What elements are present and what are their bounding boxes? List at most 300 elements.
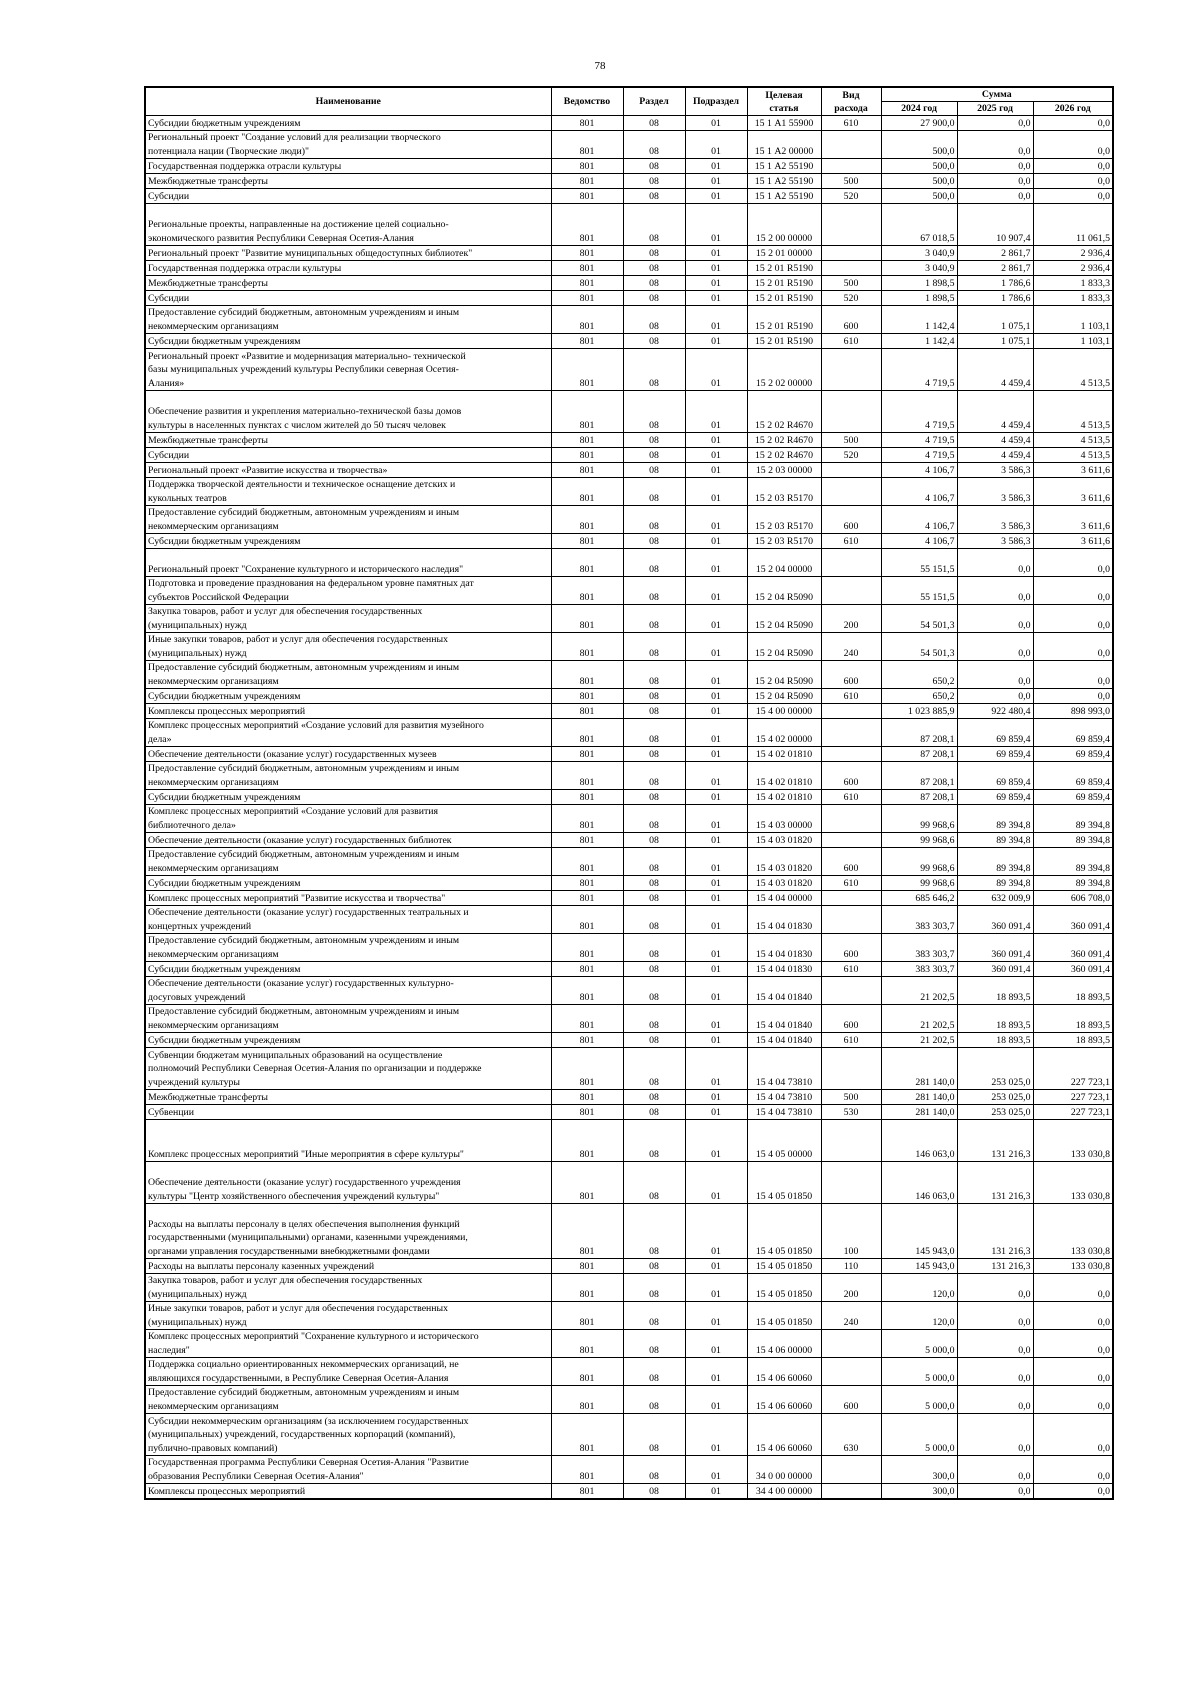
header-target: Целевая статья bbox=[747, 87, 821, 116]
row-vedomstvo: 801 bbox=[551, 704, 623, 719]
row-name: Предоставление субсидий бюджетным, автономным учреждениям и иным некоммерческим организациям bbox=[145, 506, 551, 534]
row-vedomstvo: 801 bbox=[551, 534, 623, 549]
row-razdel: 08 bbox=[623, 174, 685, 189]
row-razdel: 08 bbox=[623, 661, 685, 689]
row-target: 15 2 00 00000 bbox=[747, 204, 821, 246]
row-target: 15 4 06 60060 bbox=[747, 1386, 821, 1414]
row-vid bbox=[821, 833, 881, 848]
row-name: Поддержка социально ориентированных некоммерческих организаций, не являющихся государственными, в Республике Северная Осетия-Алания bbox=[145, 1358, 551, 1386]
row-sum-2024: 54 501,3 bbox=[881, 633, 957, 661]
row-razdel: 08 bbox=[623, 478, 685, 506]
row-target: 15 4 02 00000 bbox=[747, 719, 821, 747]
row-sum-2024: 4 719,5 bbox=[881, 433, 957, 448]
row-sum-2025: 360 091,4 bbox=[957, 906, 1033, 934]
table-row bbox=[145, 891, 1113, 906]
row-target: 15 4 04 01840 bbox=[747, 1005, 821, 1033]
row-sum-2026: 3 611,6 bbox=[1033, 463, 1113, 478]
row-name: Поддержка творческой деятельности и техническое оснащение детских и кукольных театров bbox=[145, 478, 551, 506]
row-sum-2024: 99 968,6 bbox=[881, 876, 957, 891]
row-vedomstvo: 801 bbox=[551, 1090, 623, 1105]
row-target: 15 4 03 00000 bbox=[747, 805, 821, 833]
table-row bbox=[145, 1330, 1113, 1358]
row-vedomstvo: 801 bbox=[551, 246, 623, 261]
row-name: Субсидии bbox=[145, 291, 551, 306]
row-podrazdel: 01 bbox=[685, 1033, 747, 1048]
row-vid bbox=[821, 204, 881, 246]
row-name: Комплекс процессных мероприятий «Создание условий для развития библиотечного дела» bbox=[145, 805, 551, 833]
row-sum-2025: 69 859,4 bbox=[957, 790, 1033, 805]
row-vedomstvo: 801 bbox=[551, 349, 623, 391]
row-razdel: 08 bbox=[623, 719, 685, 747]
row-target: 34 4 00 00000 bbox=[747, 1484, 821, 1500]
row-sum-2024: 5 000,0 bbox=[881, 1330, 957, 1358]
row-sum-2026: 4 513,5 bbox=[1033, 433, 1113, 448]
table-row bbox=[145, 633, 1113, 661]
row-razdel: 08 bbox=[623, 306, 685, 334]
row-razdel: 08 bbox=[623, 633, 685, 661]
row-podrazdel: 01 bbox=[685, 1386, 747, 1414]
row-sum-2026: 0,0 bbox=[1033, 1302, 1113, 1330]
row-vedomstvo: 801 bbox=[551, 719, 623, 747]
row-name: Субсидии bbox=[145, 189, 551, 204]
row-sum-2024: 1 023 885,9 bbox=[881, 704, 957, 719]
row-sum-2024: 55 151,5 bbox=[881, 549, 957, 577]
row-sum-2025: 2 861,7 bbox=[957, 261, 1033, 276]
table-row bbox=[145, 605, 1113, 633]
row-podrazdel: 01 bbox=[685, 506, 747, 534]
row-razdel: 08 bbox=[623, 1162, 685, 1204]
row-vid bbox=[821, 1162, 881, 1204]
row-vid bbox=[821, 891, 881, 906]
row-sum-2025: 89 394,8 bbox=[957, 848, 1033, 876]
row-vid: 610 bbox=[821, 962, 881, 977]
row-vid bbox=[821, 747, 881, 762]
row-sum-2024: 4 106,7 bbox=[881, 463, 957, 478]
table-row bbox=[145, 1302, 1113, 1330]
row-vedomstvo: 801 bbox=[551, 977, 623, 1005]
row-vid bbox=[821, 131, 881, 159]
table-row bbox=[145, 1048, 1113, 1090]
row-vid: 610 bbox=[821, 876, 881, 891]
row-podrazdel: 01 bbox=[685, 159, 747, 174]
table-row bbox=[145, 805, 1113, 833]
row-sum-2026: 133 030,8 bbox=[1033, 1120, 1113, 1162]
row-podrazdel: 01 bbox=[685, 747, 747, 762]
row-razdel: 08 bbox=[623, 1456, 685, 1484]
row-name: Комплекс процессных мероприятий "Иные мероприятия в сфере культуры" bbox=[145, 1120, 551, 1162]
row-sum-2026: 18 893,5 bbox=[1033, 1033, 1113, 1048]
row-vedomstvo: 801 bbox=[551, 276, 623, 291]
table-row bbox=[145, 131, 1113, 159]
row-target: 15 4 04 73810 bbox=[747, 1105, 821, 1120]
row-sum-2025: 0,0 bbox=[957, 116, 1033, 131]
row-target: 15 2 01 R5190 bbox=[747, 276, 821, 291]
row-sum-2025: 0,0 bbox=[957, 1456, 1033, 1484]
row-sum-2024: 4 719,5 bbox=[881, 448, 957, 463]
row-name: Расходы на выплаты персоналу в целях обеспечения выполнения функций государственными (муниципальными) органами, казенными учреждениями, органами управления государственными внебюджетными фондами bbox=[145, 1204, 551, 1259]
header-vid: Вид расхода bbox=[821, 87, 881, 116]
row-razdel: 08 bbox=[623, 747, 685, 762]
row-vedomstvo: 801 bbox=[551, 1259, 623, 1274]
row-sum-2026: 2 936,4 bbox=[1033, 246, 1113, 261]
row-razdel: 08 bbox=[623, 391, 685, 433]
table-row bbox=[145, 306, 1113, 334]
table-row bbox=[145, 848, 1113, 876]
row-sum-2025: 0,0 bbox=[957, 159, 1033, 174]
table-row bbox=[145, 463, 1113, 478]
row-vid bbox=[821, 977, 881, 1005]
row-vedomstvo: 801 bbox=[551, 906, 623, 934]
row-podrazdel: 01 bbox=[685, 977, 747, 1005]
row-razdel: 08 bbox=[623, 876, 685, 891]
row-sum-2026: 2 936,4 bbox=[1033, 261, 1113, 276]
table-row bbox=[145, 833, 1113, 848]
row-vedomstvo: 801 bbox=[551, 577, 623, 605]
row-name: Региональные проекты, направленные на достижение целей социально- экономического развития Республики Северная Осетия-Алания bbox=[145, 204, 551, 246]
row-vedomstvo: 801 bbox=[551, 116, 623, 131]
row-razdel: 08 bbox=[623, 334, 685, 349]
row-vedomstvo: 801 bbox=[551, 1204, 623, 1259]
row-sum-2024: 650,2 bbox=[881, 661, 957, 689]
row-vid: 600 bbox=[821, 848, 881, 876]
row-vedomstvo: 801 bbox=[551, 1033, 623, 1048]
row-vid bbox=[821, 159, 881, 174]
row-razdel: 08 bbox=[623, 1386, 685, 1414]
row-sum-2026: 0,0 bbox=[1033, 1484, 1113, 1500]
row-razdel: 08 bbox=[623, 1274, 685, 1302]
row-sum-2025: 131 216,3 bbox=[957, 1120, 1033, 1162]
row-podrazdel: 01 bbox=[685, 661, 747, 689]
row-podrazdel: 01 bbox=[685, 204, 747, 246]
row-sum-2024: 1 142,4 bbox=[881, 306, 957, 334]
row-sum-2025: 18 893,5 bbox=[957, 1033, 1033, 1048]
row-vedomstvo: 801 bbox=[551, 1456, 623, 1484]
row-vid: 600 bbox=[821, 306, 881, 334]
row-vedomstvo: 801 bbox=[551, 1005, 623, 1033]
row-sum-2026: 18 893,5 bbox=[1033, 1005, 1113, 1033]
row-vedomstvo: 801 bbox=[551, 334, 623, 349]
row-sum-2024: 383 303,7 bbox=[881, 962, 957, 977]
row-vedomstvo: 801 bbox=[551, 633, 623, 661]
row-target: 15 2 02 R4670 bbox=[747, 433, 821, 448]
row-target: 15 1 А2 55190 bbox=[747, 189, 821, 204]
row-sum-2025: 4 459,4 bbox=[957, 448, 1033, 463]
row-vid: 600 bbox=[821, 1005, 881, 1033]
header-2024: 2024 год bbox=[881, 102, 957, 116]
table-row bbox=[145, 448, 1113, 463]
row-sum-2026: 4 513,5 bbox=[1033, 391, 1113, 433]
row-sum-2025: 131 216,3 bbox=[957, 1162, 1033, 1204]
row-podrazdel: 01 bbox=[685, 805, 747, 833]
row-target: 15 4 03 01820 bbox=[747, 848, 821, 876]
row-podrazdel: 01 bbox=[685, 833, 747, 848]
row-name: Межбюджетные трансферты bbox=[145, 174, 551, 189]
row-vedomstvo: 801 bbox=[551, 204, 623, 246]
row-vid bbox=[821, 704, 881, 719]
header-podrazdel: Подраздел bbox=[685, 87, 747, 116]
row-sum-2026: 0,0 bbox=[1033, 1414, 1113, 1456]
row-podrazdel: 01 bbox=[685, 433, 747, 448]
row-sum-2024: 99 968,6 bbox=[881, 833, 957, 848]
row-sum-2026: 89 394,8 bbox=[1033, 848, 1113, 876]
row-vid: 100 bbox=[821, 1204, 881, 1259]
row-sum-2026: 4 513,5 bbox=[1033, 448, 1113, 463]
row-podrazdel: 01 bbox=[685, 131, 747, 159]
row-sum-2025: 0,0 bbox=[957, 605, 1033, 633]
row-podrazdel: 01 bbox=[685, 848, 747, 876]
row-target: 15 4 00 00000 bbox=[747, 704, 821, 719]
row-sum-2025: 0,0 bbox=[957, 661, 1033, 689]
row-podrazdel: 01 bbox=[685, 276, 747, 291]
row-name: Расходы на выплаты персоналу казенных учреждений bbox=[145, 1259, 551, 1274]
row-sum-2025: 3 586,3 bbox=[957, 534, 1033, 549]
row-name: Предоставление субсидий бюджетным, автономным учреждениям и иным некоммерческим организациям bbox=[145, 848, 551, 876]
row-podrazdel: 01 bbox=[685, 790, 747, 805]
row-sum-2025: 0,0 bbox=[957, 549, 1033, 577]
row-sum-2025: 0,0 bbox=[957, 174, 1033, 189]
row-sum-2024: 281 140,0 bbox=[881, 1105, 957, 1120]
row-sum-2026: 69 859,4 bbox=[1033, 719, 1113, 747]
row-sum-2025: 0,0 bbox=[957, 577, 1033, 605]
row-target: 15 2 01 R5190 bbox=[747, 306, 821, 334]
row-sum-2026: 0,0 bbox=[1033, 1274, 1113, 1302]
row-sum-2025: 69 859,4 bbox=[957, 762, 1033, 790]
row-target: 15 4 06 00000 bbox=[747, 1330, 821, 1358]
row-sum-2026: 0,0 bbox=[1033, 131, 1113, 159]
row-razdel: 08 bbox=[623, 577, 685, 605]
table-row bbox=[145, 116, 1113, 131]
row-sum-2024: 4 719,5 bbox=[881, 391, 957, 433]
row-target: 15 4 04 01830 bbox=[747, 934, 821, 962]
row-target: 15 2 02 00000 bbox=[747, 349, 821, 391]
row-razdel: 08 bbox=[623, 1414, 685, 1456]
row-sum-2025: 253 025,0 bbox=[957, 1105, 1033, 1120]
table-row bbox=[145, 962, 1113, 977]
table-row bbox=[145, 246, 1113, 261]
row-razdel: 08 bbox=[623, 204, 685, 246]
row-vid: 600 bbox=[821, 1386, 881, 1414]
row-name: Субсидии бюджетным учреждениям bbox=[145, 962, 551, 977]
table-row bbox=[145, 204, 1113, 246]
row-target: 15 4 04 01830 bbox=[747, 962, 821, 977]
row-podrazdel: 01 bbox=[685, 478, 747, 506]
row-vedomstvo: 801 bbox=[551, 962, 623, 977]
row-razdel: 08 bbox=[623, 1090, 685, 1105]
row-sum-2025: 632 009,9 bbox=[957, 891, 1033, 906]
row-podrazdel: 01 bbox=[685, 633, 747, 661]
row-sum-2026: 898 993,0 bbox=[1033, 704, 1113, 719]
row-sum-2024: 1 898,5 bbox=[881, 291, 957, 306]
row-sum-2025: 4 459,4 bbox=[957, 349, 1033, 391]
row-vid bbox=[821, 246, 881, 261]
row-target: 15 1 А2 55190 bbox=[747, 174, 821, 189]
table-row bbox=[145, 1204, 1113, 1259]
row-podrazdel: 01 bbox=[685, 1358, 747, 1386]
row-vedomstvo: 801 bbox=[551, 1330, 623, 1358]
row-name: Региональный проект «Развитие и модернизация материально- технической базы муниципальных учреждений культуры Республики северная Осетия- Алания» bbox=[145, 349, 551, 391]
row-sum-2025: 131 216,3 bbox=[957, 1259, 1033, 1274]
row-razdel: 08 bbox=[623, 689, 685, 704]
row-podrazdel: 01 bbox=[685, 689, 747, 704]
row-sum-2026: 360 091,4 bbox=[1033, 962, 1113, 977]
row-target: 15 4 04 00000 bbox=[747, 891, 821, 906]
row-vid: 240 bbox=[821, 1302, 881, 1330]
table-row bbox=[145, 876, 1113, 891]
row-vedomstvo: 801 bbox=[551, 1274, 623, 1302]
row-sum-2024: 145 943,0 bbox=[881, 1259, 957, 1274]
row-sum-2024: 4 106,7 bbox=[881, 506, 957, 534]
table-row bbox=[145, 1456, 1113, 1484]
row-sum-2024: 21 202,5 bbox=[881, 1033, 957, 1048]
table-row bbox=[145, 261, 1113, 276]
row-name: Субвенции бюджетам муниципальных образований на осуществление полномочий Республики Северная Осетия-Алания по организации и поддержке учреждений культуры bbox=[145, 1048, 551, 1090]
row-name: Обеспечение деятельности (оказание услуг) государственного учреждения культуры "Центр хозяйственного обеспечения учреждений культуры" bbox=[145, 1162, 551, 1204]
row-podrazdel: 01 bbox=[685, 334, 747, 349]
row-vid: 500 bbox=[821, 174, 881, 189]
page-number: 78 bbox=[594, 60, 606, 72]
row-vid: 610 bbox=[821, 790, 881, 805]
row-sum-2026: 89 394,8 bbox=[1033, 805, 1113, 833]
row-podrazdel: 01 bbox=[685, 1105, 747, 1120]
row-target: 15 2 01 00000 bbox=[747, 246, 821, 261]
row-sum-2024: 87 208,1 bbox=[881, 719, 957, 747]
table-row bbox=[145, 1090, 1113, 1105]
row-podrazdel: 01 bbox=[685, 549, 747, 577]
row-name: Государственная поддержка отрасли культуры bbox=[145, 261, 551, 276]
row-sum-2025: 0,0 bbox=[957, 1274, 1033, 1302]
table-row bbox=[145, 433, 1113, 448]
table-row bbox=[145, 906, 1113, 934]
row-podrazdel: 01 bbox=[685, 704, 747, 719]
header-2025: 2025 год bbox=[957, 102, 1033, 116]
row-sum-2026: 0,0 bbox=[1033, 689, 1113, 704]
row-vedomstvo: 801 bbox=[551, 790, 623, 805]
row-vid bbox=[821, 1120, 881, 1162]
table-row bbox=[145, 1259, 1113, 1274]
table-row bbox=[145, 291, 1113, 306]
row-name: Предоставление субсидий бюджетным, автономным учреждениям и иным некоммерческим организациям bbox=[145, 1005, 551, 1033]
row-razdel: 08 bbox=[623, 891, 685, 906]
row-podrazdel: 01 bbox=[685, 116, 747, 131]
row-razdel: 08 bbox=[623, 1358, 685, 1386]
table-row bbox=[145, 934, 1113, 962]
row-name: Предоставление субсидий бюджетным, автономным учреждениям и иным некоммерческим организациям bbox=[145, 934, 551, 962]
row-sum-2026: 1 103,1 bbox=[1033, 306, 1113, 334]
row-sum-2026: 0,0 bbox=[1033, 577, 1113, 605]
row-target: 34 0 00 00000 bbox=[747, 1456, 821, 1484]
row-vedomstvo: 801 bbox=[551, 131, 623, 159]
table-row bbox=[145, 977, 1113, 1005]
row-vedomstvo: 801 bbox=[551, 833, 623, 848]
header-summa: Сумма bbox=[881, 87, 1113, 102]
row-sum-2024: 500,0 bbox=[881, 189, 957, 204]
header-vedomstvo: Ведомство bbox=[551, 87, 623, 116]
row-sum-2025: 0,0 bbox=[957, 131, 1033, 159]
row-vedomstvo: 801 bbox=[551, 1120, 623, 1162]
row-razdel: 08 bbox=[623, 906, 685, 934]
row-sum-2024: 500,0 bbox=[881, 131, 957, 159]
row-vedomstvo: 801 bbox=[551, 805, 623, 833]
row-vid bbox=[821, 261, 881, 276]
row-vid bbox=[821, 478, 881, 506]
row-target: 15 2 02 R4670 bbox=[747, 448, 821, 463]
row-sum-2025: 89 394,8 bbox=[957, 833, 1033, 848]
row-target: 15 2 01 R5190 bbox=[747, 261, 821, 276]
table-row bbox=[145, 762, 1113, 790]
row-sum-2026: 227 723,1 bbox=[1033, 1048, 1113, 1090]
row-podrazdel: 01 bbox=[685, 1048, 747, 1090]
row-name: Комплексы процессных мероприятий bbox=[145, 1484, 551, 1500]
row-vedomstvo: 801 bbox=[551, 876, 623, 891]
row-sum-2024: 3 040,9 bbox=[881, 246, 957, 261]
row-vedomstvo: 801 bbox=[551, 1386, 623, 1414]
row-vedomstvo: 801 bbox=[551, 433, 623, 448]
row-sum-2024: 55 151,5 bbox=[881, 577, 957, 605]
row-vid: 200 bbox=[821, 605, 881, 633]
row-sum-2026: 227 723,1 bbox=[1033, 1105, 1113, 1120]
row-vedomstvo: 801 bbox=[551, 1484, 623, 1500]
row-vedomstvo: 801 bbox=[551, 189, 623, 204]
row-sum-2026: 133 030,8 bbox=[1033, 1259, 1113, 1274]
row-vedomstvo: 801 bbox=[551, 747, 623, 762]
row-sum-2024: 5 000,0 bbox=[881, 1414, 957, 1456]
row-sum-2026: 0,0 bbox=[1033, 605, 1113, 633]
row-sum-2024: 5 000,0 bbox=[881, 1386, 957, 1414]
row-sum-2026: 0,0 bbox=[1033, 661, 1113, 689]
row-podrazdel: 01 bbox=[685, 306, 747, 334]
row-podrazdel: 01 bbox=[685, 1259, 747, 1274]
row-razdel: 08 bbox=[623, 833, 685, 848]
row-vid: 610 bbox=[821, 116, 881, 131]
row-sum-2025: 3 586,3 bbox=[957, 463, 1033, 478]
row-target: 15 4 02 01810 bbox=[747, 790, 821, 805]
row-razdel: 08 bbox=[623, 261, 685, 276]
row-name: Субсидии бюджетным учреждениям bbox=[145, 116, 551, 131]
row-target: 15 4 06 60060 bbox=[747, 1414, 821, 1456]
row-target: 15 2 03 R5170 bbox=[747, 506, 821, 534]
row-sum-2024: 27 900,0 bbox=[881, 116, 957, 131]
row-vedomstvo: 801 bbox=[551, 291, 623, 306]
row-sum-2026: 4 513,5 bbox=[1033, 349, 1113, 391]
row-name: Иные закупки товаров, работ и услуг для обеспечения государственных (муниципальных) нужд bbox=[145, 633, 551, 661]
row-sum-2026: 0,0 bbox=[1033, 189, 1113, 204]
row-vedomstvo: 801 bbox=[551, 605, 623, 633]
row-vedomstvo: 801 bbox=[551, 306, 623, 334]
row-vid: 500 bbox=[821, 1090, 881, 1105]
table-row bbox=[145, 189, 1113, 204]
row-sum-2024: 87 208,1 bbox=[881, 762, 957, 790]
row-razdel: 08 bbox=[623, 762, 685, 790]
row-vedomstvo: 801 bbox=[551, 478, 623, 506]
table-header-row bbox=[145, 87, 1113, 102]
row-sum-2026: 3 611,6 bbox=[1033, 534, 1113, 549]
row-razdel: 08 bbox=[623, 131, 685, 159]
row-podrazdel: 01 bbox=[685, 534, 747, 549]
row-target: 15 4 05 01850 bbox=[747, 1204, 821, 1259]
row-vid: 520 bbox=[821, 189, 881, 204]
row-name: Субсидии бюджетным учреждениям bbox=[145, 334, 551, 349]
row-sum-2024: 1 898,5 bbox=[881, 276, 957, 291]
row-razdel: 08 bbox=[623, 276, 685, 291]
row-sum-2026: 0,0 bbox=[1033, 1386, 1113, 1414]
row-target: 15 2 04 R5090 bbox=[747, 661, 821, 689]
row-sum-2026: 606 708,0 bbox=[1033, 891, 1113, 906]
row-podrazdel: 01 bbox=[685, 934, 747, 962]
row-target: 15 2 04 00000 bbox=[747, 549, 821, 577]
row-target: 15 2 04 R5090 bbox=[747, 577, 821, 605]
row-podrazdel: 01 bbox=[685, 762, 747, 790]
row-vid bbox=[821, 463, 881, 478]
